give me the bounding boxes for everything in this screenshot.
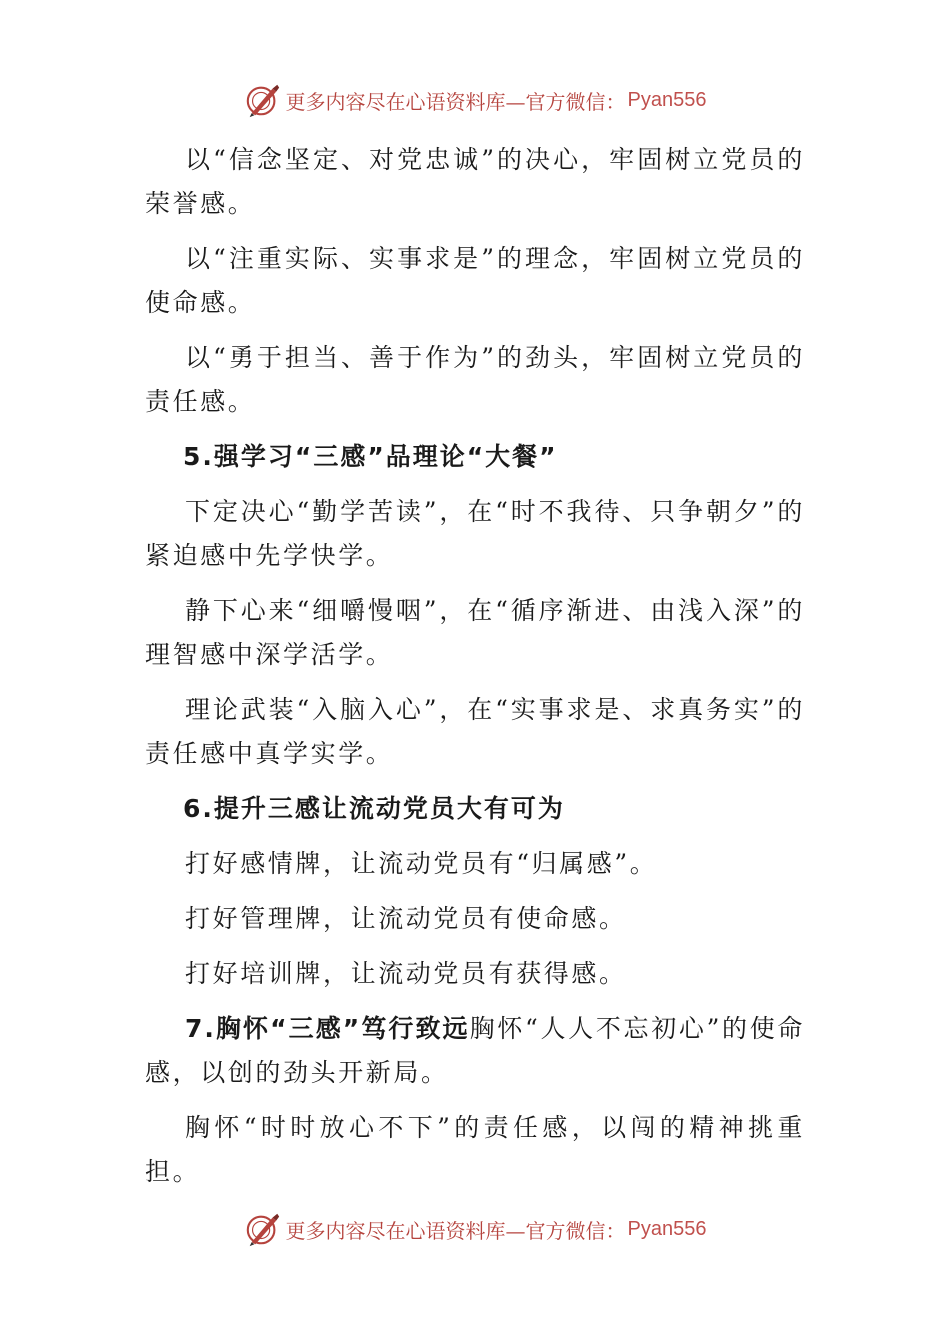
paragraph: 以“信念坚定、对党忠诚”的决心，牢固树立党员的荣誉感。 [145, 145, 805, 218]
paragraph: 打好感情牌，让流动党员有“归属感”。 [185, 849, 658, 878]
paragraph: 静下心来“细嚼慢咽”，在“循序渐进、由浅入深”的理智感中深学活学。 [145, 596, 805, 669]
paragraph: 理论武装“入脑入心”，在“实事求是、求真务实”的责任感中真学实学。 [145, 695, 805, 768]
paragraph: 以“注重实际、实事求是”的理念，牢固树立党员的使命感。 [145, 244, 805, 317]
section-heading-5: 5.强学习“三感”品理论“大餐” [183, 442, 558, 471]
paragraph-text: 胸怀“人人不忘初心”的使命感，以创的劲头开新局。 [145, 1014, 805, 1087]
paragraph: 打好管理牌，让流动党员有使命感。 [185, 904, 627, 933]
paragraph: 下定决心“勤学苦读”，在“时不我待、只争朝夕”的紧迫感中先学快学。 [145, 497, 805, 570]
section-heading-6: 6.提升三感让流动党员大有可为 [183, 794, 565, 823]
banner-text: 更多内容尽在心语资料库—官方微信： [285, 1218, 626, 1243]
paragraph: 打好培训牌，让流动党员有获得感。 [185, 959, 627, 988]
pen-logo-icon [244, 1210, 282, 1248]
paragraph: 胸怀“时时放心不下”的责任感，以闯的精神挑重担。 [145, 1113, 805, 1186]
banner-text: 更多内容尽在心语资料库—官方微信： [285, 89, 626, 114]
header-banner [0, 80, 950, 120]
footer-banner [0, 1209, 950, 1249]
document-body [145, 138, 805, 1205]
pen-logo-icon [244, 81, 282, 119]
banner-wechat-id: Pyan556 [627, 88, 707, 111]
paragraph-with-heading [145, 1007, 805, 1095]
paragraph: 以“勇于担当、善于作为”的劲头，牢固树立党员的责任感。 [145, 343, 805, 416]
banner-wechat-id: Pyan556 [627, 1217, 707, 1240]
section-heading-7: 7.胸怀“三感”笃行致远 [185, 1014, 470, 1043]
